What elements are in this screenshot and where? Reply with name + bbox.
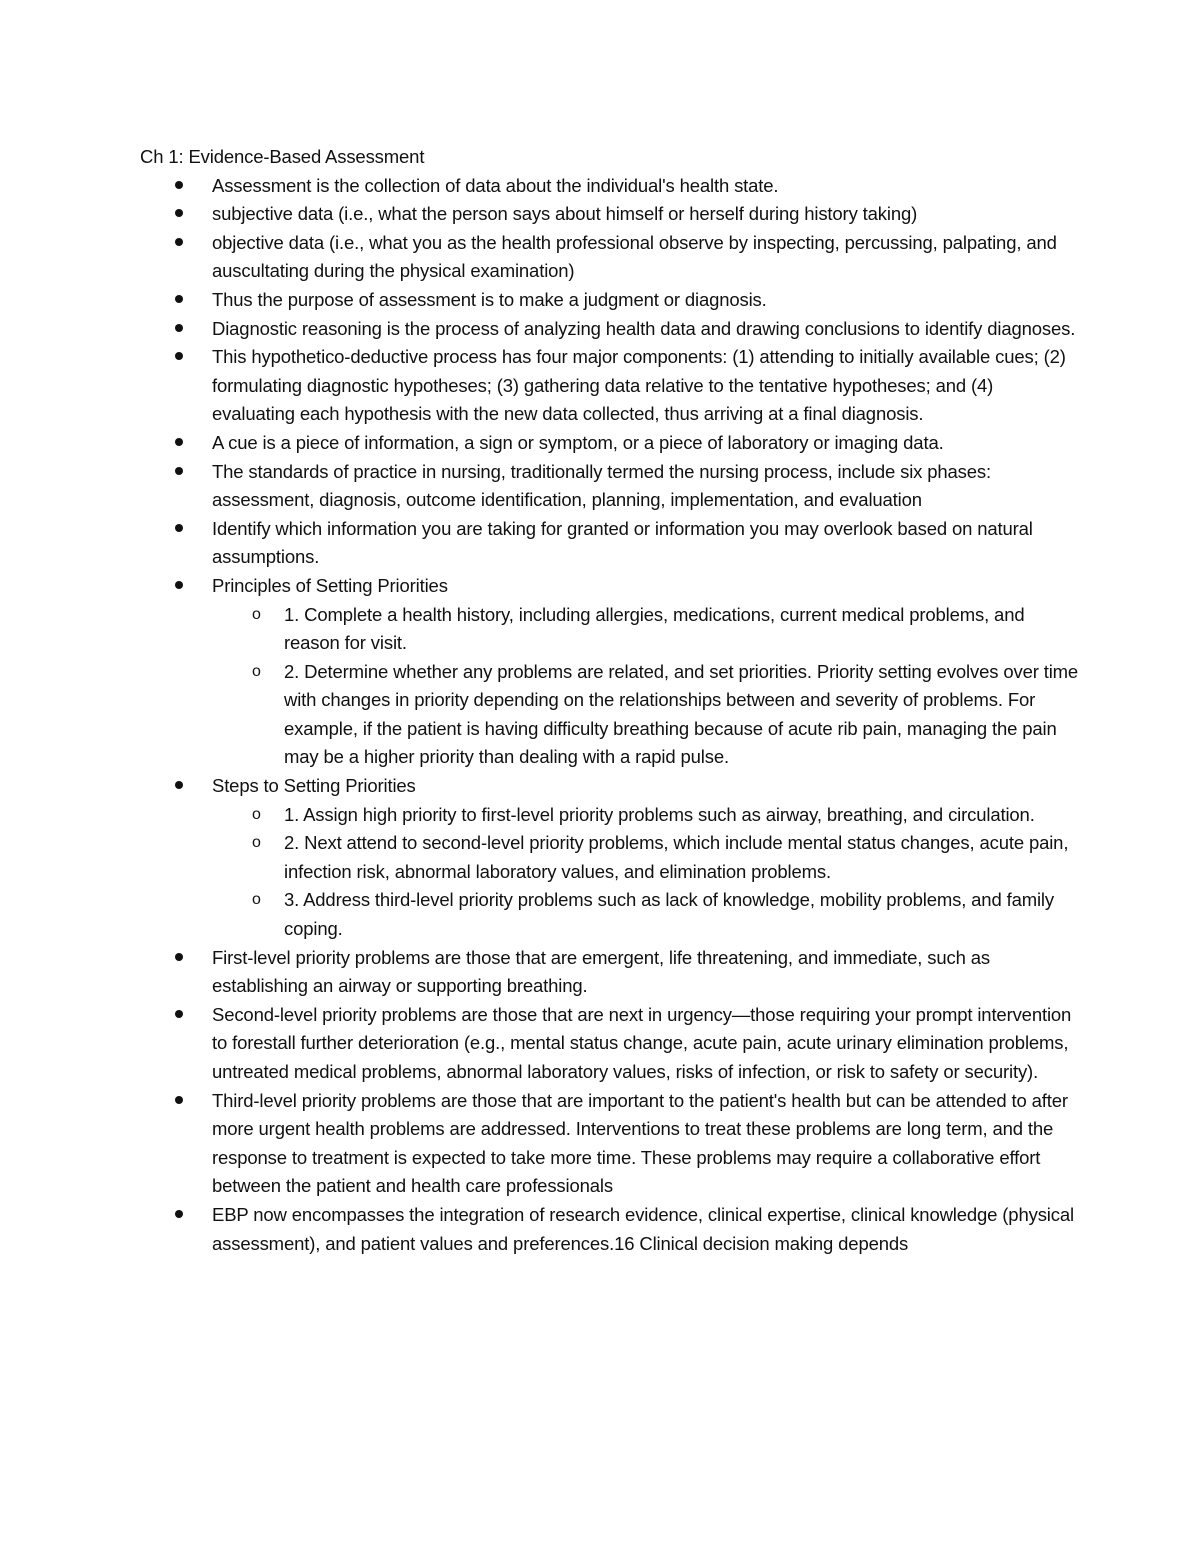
principles-label: Principles of Setting Priorities xyxy=(212,574,448,596)
list-item: Third-level priority problems are those that are important to the patient's health but can be attended to after more urgent health problems are addressed. Interventions to treat these problems are long term, and the response to treatment is expected to take more time. These problems may require a collaborative effort between the patient and health care professionals xyxy=(212,1087,1080,1201)
principles-sublist xyxy=(212,601,1080,773)
list-item: A cue is a piece of information, a sign or symptom, or a piece of laboratory or imaging data. xyxy=(212,429,1080,458)
bullet-list xyxy=(140,172,1080,1259)
list-item-principles xyxy=(212,572,1080,772)
steps-sublist xyxy=(212,801,1080,944)
list-item: Diagnostic reasoning is the process of analyzing health data and drawing conclusions to identify diagnoses. xyxy=(212,315,1080,344)
list-item: EBP now encompasses the integration of research evidence, clinical expertise, clinical knowledge (physical assessment), and patient values and preferences.16 Clinical decision making depends xyxy=(212,1201,1080,1258)
sub-list-item: o 3. Address third-level priority problems such as lack of knowledge, mobility problems, and family coping. xyxy=(284,886,1080,943)
sub-list-item: o 1. Assign high priority to first-level priority problems such as airway, breathing, and circulation. xyxy=(284,801,1080,830)
document-body xyxy=(140,143,1080,1258)
list-item: Assessment is the collection of data about the individual's health state. xyxy=(212,172,1080,201)
list-item: This hypothetico-deductive process has four major components: (1) attending to initially available cues; (2) formulating diagnostic hypotheses; (3) gathering data relative to the tentative hypotheses; and (4) evaluating each hypothesis with the new data collected, thus arriving at a final diagnosis. xyxy=(212,343,1080,429)
list-item: Identify which information you are taking for granted or information you may overlook based on natural assumptions. xyxy=(212,515,1080,572)
list-item: subjective data (i.e., what the person says about himself or herself during history taking) xyxy=(212,200,1080,229)
list-item: Thus the purpose of assessment is to make a judgment or diagnosis. xyxy=(212,286,1080,315)
list-item: Second-level priority problems are those that are next in urgency—those requiring your prompt intervention to forestall further deterioration (e.g., mental status change, acute pain, acute urinary elimination problems, untreated medical problems, abnormal laboratory values, risks of infection, or risk to safety or security). xyxy=(212,1001,1080,1087)
sub-list-item: o 2. Determine whether any problems are related, and set priorities. Priority setting evolves over time with changes in priority depending on the relationships between and severity of problems. For example, if the patient is having difficulty breathing because of acute rib pain, managing the pain may be a higher priority than dealing with a rapid pulse. xyxy=(284,658,1080,772)
list-item: First-level priority problems are those that are emergent, life threatening, and immediate, such as establishing an airway or supporting breathing. xyxy=(212,944,1080,1001)
sub-list-item: o 1. Complete a health history, including allergies, medications, current medical problems, and reason for visit. xyxy=(284,601,1080,658)
document-title: Ch 1: Evidence-Based Assessment xyxy=(140,146,425,167)
list-item: The standards of practice in nursing, traditionally termed the nursing process, include six phases: assessment, diagnosis, outcome identification, planning, implementation, and evaluation xyxy=(212,458,1080,515)
list-item-steps xyxy=(212,772,1080,944)
steps-label: Steps to Setting Priorities xyxy=(212,775,416,797)
list-item: objective data (i.e., what you as the health professional observe by inspecting, percussing, palpating, and auscultating during the physical examination) xyxy=(212,229,1080,286)
sub-list-item: o 2. Next attend to second-level priority problems, which include mental status changes, acute pain, infection risk, abnormal laboratory values, and elimination problems. xyxy=(284,829,1080,886)
